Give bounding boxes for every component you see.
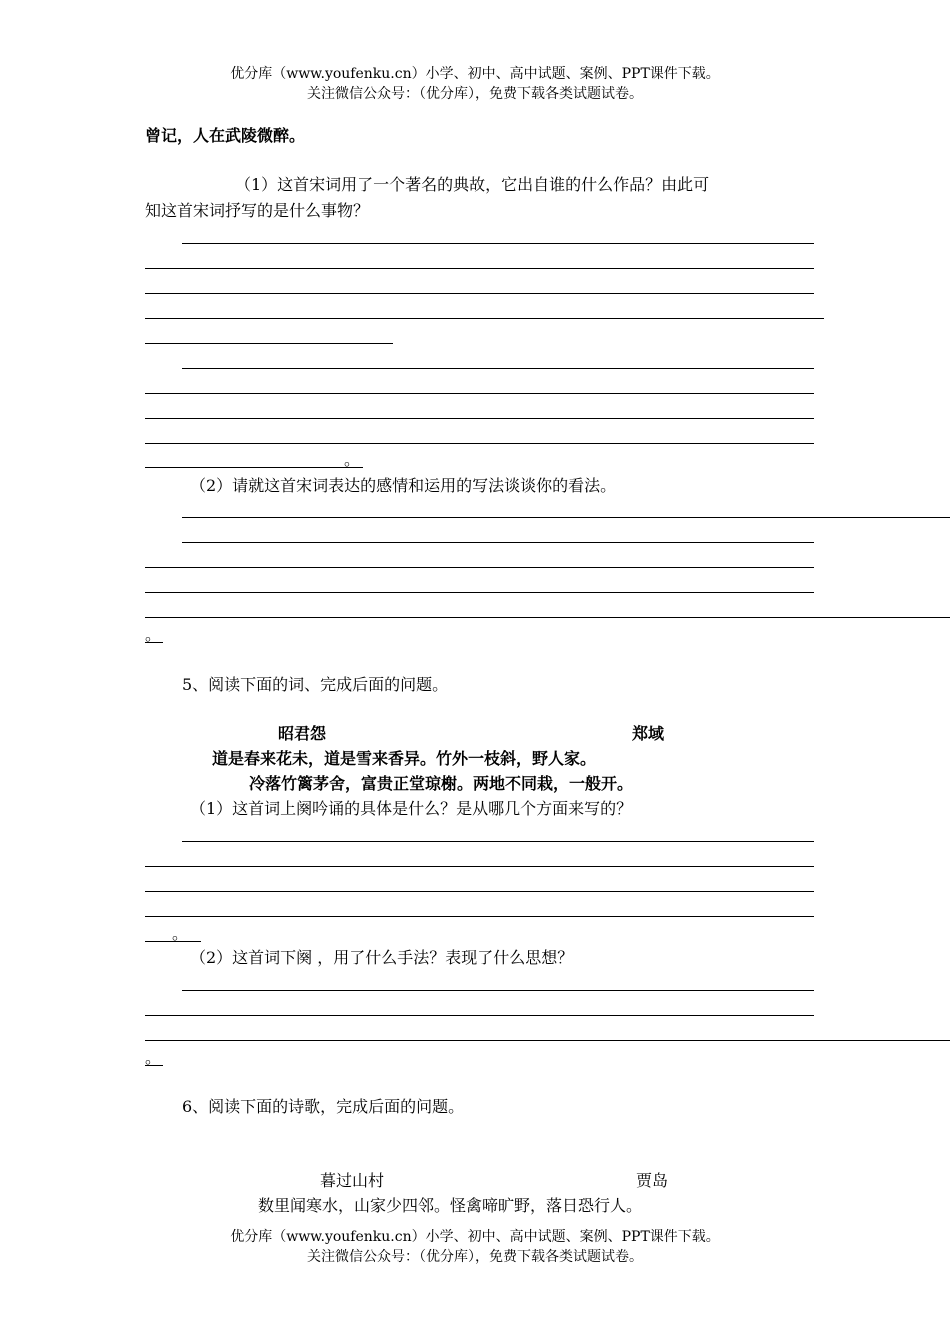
q5-poem-line2: 冷落竹篱茅舍，富贵正堂琼榭。两地不同栽，一般开。: [249, 774, 634, 793]
page-header-line1: 优分库（www.youfenku.cn）小学、初中、高中试题、案例、PPT课件下载。: [230, 66, 720, 82]
answer-line[interactable]: [145, 567, 814, 568]
answer-line[interactable]: [145, 418, 814, 419]
page-header-line2: 关注微信公众号：（优分库），免费下载各类试题试卷。: [307, 86, 643, 102]
answer-line[interactable]: [145, 443, 814, 444]
answer-line[interactable]: [182, 542, 814, 543]
q5-poem-line1: 道是春来花未，道是雪来香异。竹外一枝斜，野人家。: [212, 749, 597, 768]
answer-end-mark: 。: [344, 450, 361, 469]
q6-poem-author: 贾岛: [636, 1171, 669, 1190]
q5-poem-author: 郑域: [632, 724, 665, 743]
page-footer-line2: 关注微信公众号：（优分库），免费下载各类试题试卷。: [307, 1249, 643, 1265]
answer-line[interactable]: [145, 293, 814, 294]
answer-line[interactable]: [145, 592, 814, 593]
answer-line[interactable]: [145, 617, 950, 618]
answer-line[interactable]: [145, 467, 363, 468]
answer-line[interactable]: [145, 1015, 814, 1016]
q6-poem-line1: 数里闻寒水，山家少四邻。怪禽啼旷野，落日恐行人。: [258, 1196, 643, 1215]
answer-line[interactable]: [182, 368, 814, 369]
q4-part1-question-line2: 知这首宋词抒写的是什么事物？: [145, 201, 370, 220]
q5-part2-question: （2）这首词下阕 ，用了什么手法？表现了什么思想？: [190, 948, 574, 967]
answer-line[interactable]: [145, 891, 814, 892]
answer-line[interactable]: [182, 517, 950, 518]
answer-line[interactable]: [145, 268, 814, 269]
q5-part1-question: （1）这首词上阕吟诵的具体是什么？是从哪几个方面来写的？: [190, 799, 633, 818]
answer-line[interactable]: [182, 243, 814, 244]
poem-last-line: 曾记，人在武陵微醉。: [145, 126, 306, 145]
q4-part1-question-line1: （1）这首宋词用了一个著名的典故，它出自谁的什么作品？由此可: [235, 175, 710, 194]
answer-line[interactable]: [145, 1040, 950, 1041]
answer-end-mark: 。: [172, 924, 189, 943]
answer-line[interactable]: [145, 343, 393, 344]
answer-line[interactable]: [145, 866, 814, 867]
q4-part2-question: （2）请就这首宋词表达的感情和运用的写法谈谈你的看法。: [190, 476, 617, 495]
answer-end-mark: 。: [145, 625, 162, 644]
page-footer-line1: 优分库（www.youfenku.cn）小学、初中、高中试题、案例、PPT课件下载。: [230, 1229, 720, 1245]
q5-poem-title: 昭君怨: [278, 724, 327, 743]
answer-line[interactable]: [182, 990, 814, 991]
answer-line[interactable]: [145, 393, 814, 394]
answer-line[interactable]: [145, 916, 814, 917]
q5-intro: 5、阅读下面的词、完成后面的问题。: [182, 675, 449, 694]
q6-poem-title: 暮过山村: [320, 1171, 385, 1190]
q6-intro: 6、阅读下面的诗歌，完成后面的问题。: [182, 1097, 465, 1116]
answer-end-mark: 。: [145, 1048, 162, 1067]
answer-line[interactable]: [182, 841, 814, 842]
answer-line[interactable]: [145, 318, 824, 319]
